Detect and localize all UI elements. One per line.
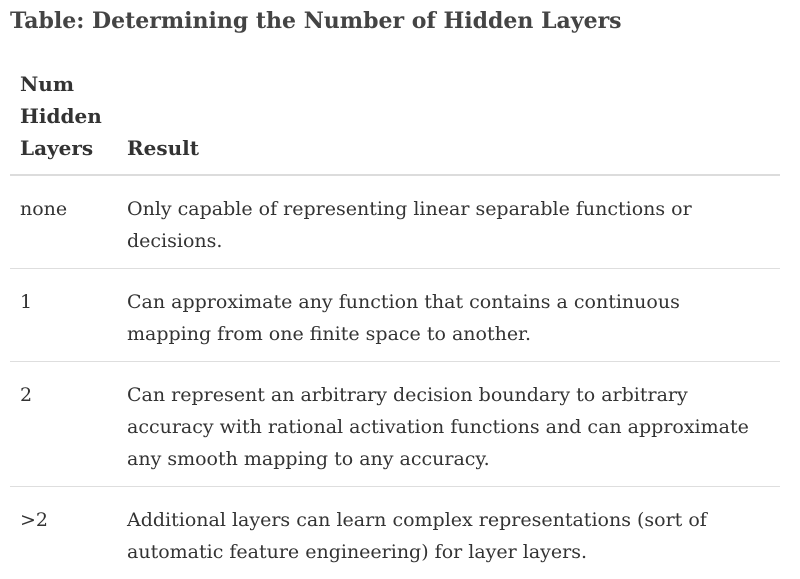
- cell-num-layers: 2: [10, 362, 117, 487]
- table-title: Table: Determining the Number of Hidden Layers: [10, 8, 622, 34]
- table-row: [10, 175, 780, 269]
- cell-result: Can approximate any function that contains a continuous mapping from one finite space to another.: [117, 269, 780, 362]
- cell-result: Additional layers can learn complex representations (sort of automatic feature engineering) for layer layers.: [117, 487, 780, 579]
- cell-num-layers: none: [10, 175, 117, 269]
- table-row: [10, 487, 780, 579]
- cell-result: Only capable of representing linear separable functions or decisions.: [117, 175, 780, 269]
- header-result: Result: [117, 68, 780, 175]
- hidden-layers-table: [10, 68, 780, 579]
- header-num-hidden-layers-line1: Num: [20, 72, 74, 96]
- header-num-hidden-layers: [10, 68, 117, 175]
- table-row: [10, 269, 780, 362]
- header-row: [10, 68, 780, 175]
- cell-num-layers: 1: [10, 269, 117, 362]
- header-num-hidden-layers-line2: Hidden: [20, 104, 102, 128]
- header-num-hidden-layers-line3: Layers: [20, 136, 93, 160]
- table-body: [10, 175, 780, 579]
- cell-result: Can represent an arbitrary decision boundary to arbitrary accuracy with rational activation functions and can approximate any smooth mapping to any accuracy.: [117, 362, 780, 487]
- cell-num-layers: >2: [10, 487, 117, 579]
- table-row: [10, 362, 780, 487]
- table-header: [10, 68, 780, 175]
